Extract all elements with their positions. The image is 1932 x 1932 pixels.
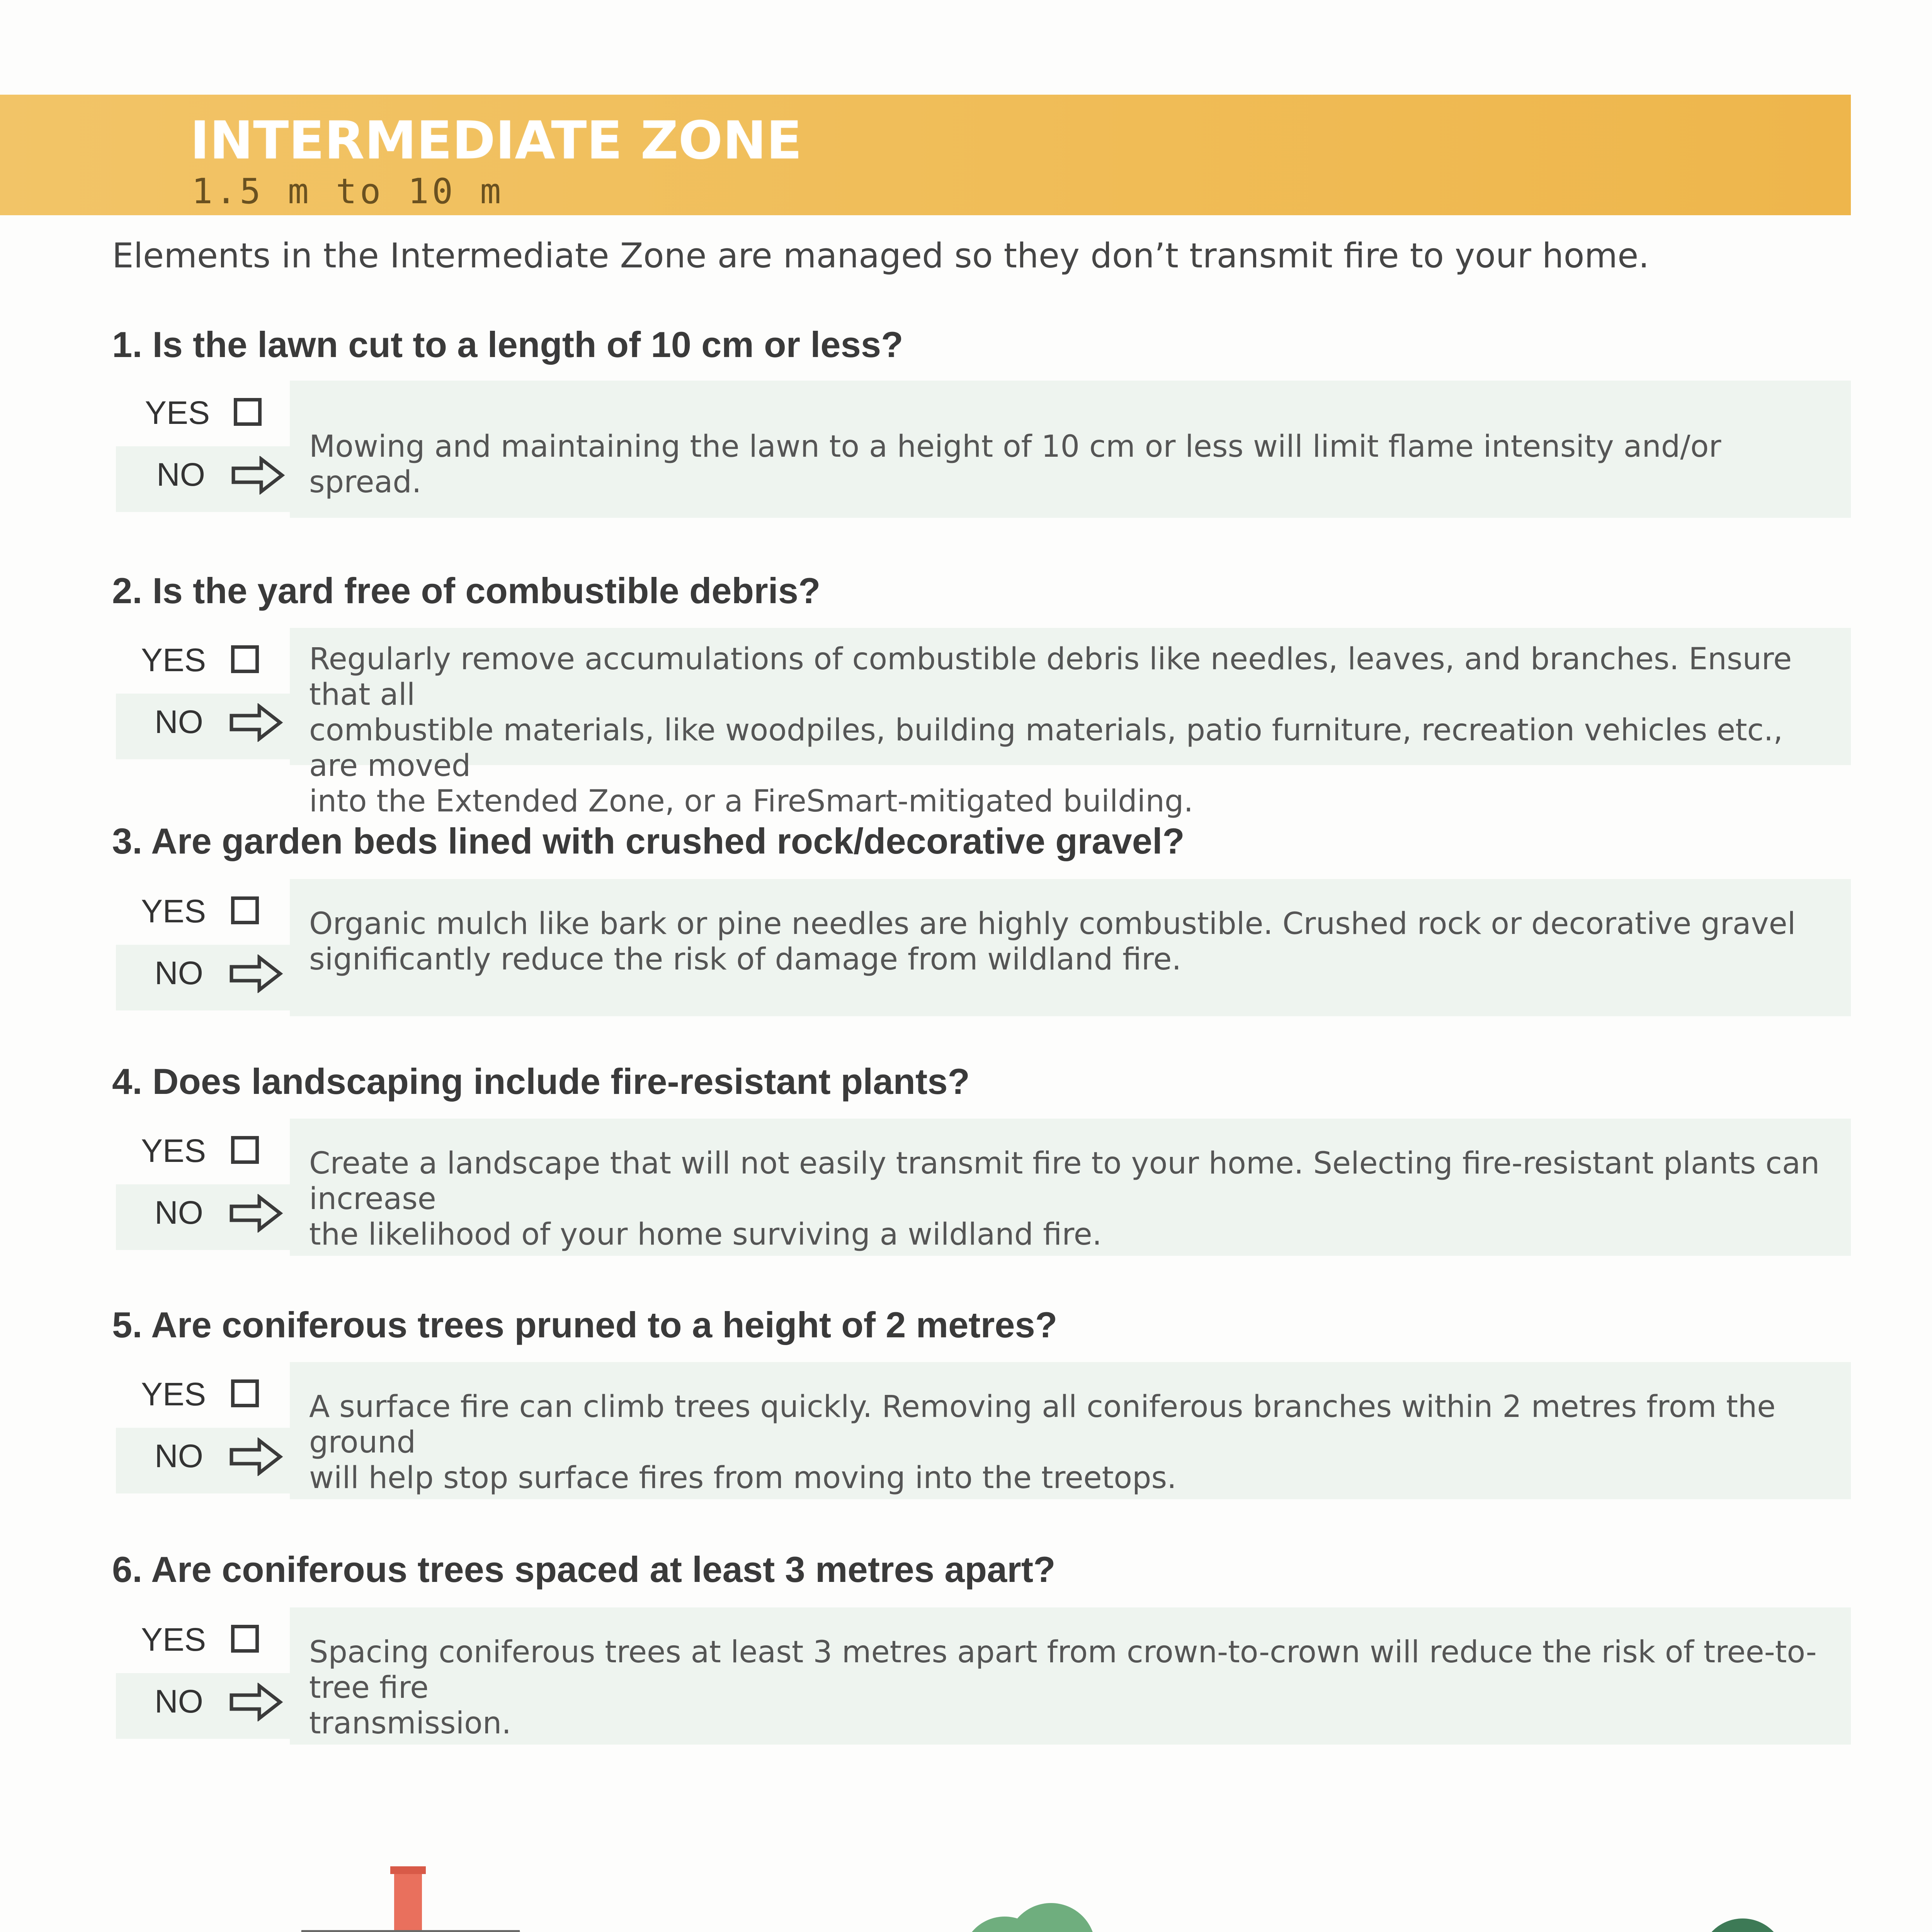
answer-6: Spacing coniferous trees at least 3 metres apart from crown-to-crown will reduce the risk of tree-to-tree fire transmission. (309, 1635, 1817, 1741)
no-label: NO (155, 704, 203, 740)
answer-3: Organic mulch like bark or pine needles are highly combustible. Crushed rock or decorative gravel significantly reduce the risk of damage from wildland fire. (309, 906, 1796, 977)
house-icon (294, 1866, 626, 1932)
yes-label: YES (145, 395, 210, 431)
yes-label: YES (141, 1376, 206, 1412)
no-label: NO (155, 1683, 203, 1719)
answer-5: A surface fire can climb trees quickly. Removing all coniferous branches within 2 metres from the ground will help stop surface fires from moving into the treetops. (309, 1389, 1776, 1495)
question-6: 6. Are coniferous trees spaced at least 3 metres apart? (112, 1549, 1056, 1590)
deciduous-tree-icon (1658, 1918, 1822, 1932)
question-2: 2. Is the yard free of combustible debris? (112, 570, 821, 611)
no-label: NO (155, 955, 203, 991)
yes-label: YES (141, 1133, 206, 1169)
yes-label: YES (141, 642, 206, 678)
question-5: 5. Are coniferous trees pruned to a height of 2 metres? (112, 1304, 1058, 1345)
yes-label: YES (141, 893, 206, 929)
intro-text: Elements in the Intermediate Zone are managed so they don’t transmit fire to your home. (112, 236, 1650, 276)
answer-4: Create a landscape that will not easily transmit fire to your home. Selecting fire-resistant plants can increase the likelihood of your home surviving a wildland fire. (309, 1146, 1820, 1252)
yes-label: YES (141, 1621, 206, 1658)
deciduous-tree-icon (951, 1903, 1124, 1932)
no-label: NO (156, 456, 205, 493)
no-label: NO (155, 1194, 203, 1231)
page-subtitle: 1.5 m to 10 m (192, 171, 504, 212)
question-1: 1. Is the lawn cut to a length of 10 cm or less? (112, 324, 903, 365)
question-4: 4. Does landscaping include fire-resistant plants? (112, 1061, 970, 1102)
no-label: NO (155, 1438, 203, 1474)
answer-2: Regularly remove accumulations of combustible debris like needles, leaves, and branches. Ensure that all combustible materials, like woodpiles, building materials, patio furniture, recreation vehicles etc., are moved into the Extended Zone, or a FireSmart-mitigated building. (309, 642, 1792, 819)
question-3: 3. Are garden beds lined with crushed rock/decorative gravel? (112, 821, 1185, 861)
page-title: INTERMEDIATE ZONE (190, 110, 802, 171)
answer-1: Mowing and maintaining the lawn to a height of 10 cm or less will limit flame intensity and/or spread. (309, 429, 1721, 500)
